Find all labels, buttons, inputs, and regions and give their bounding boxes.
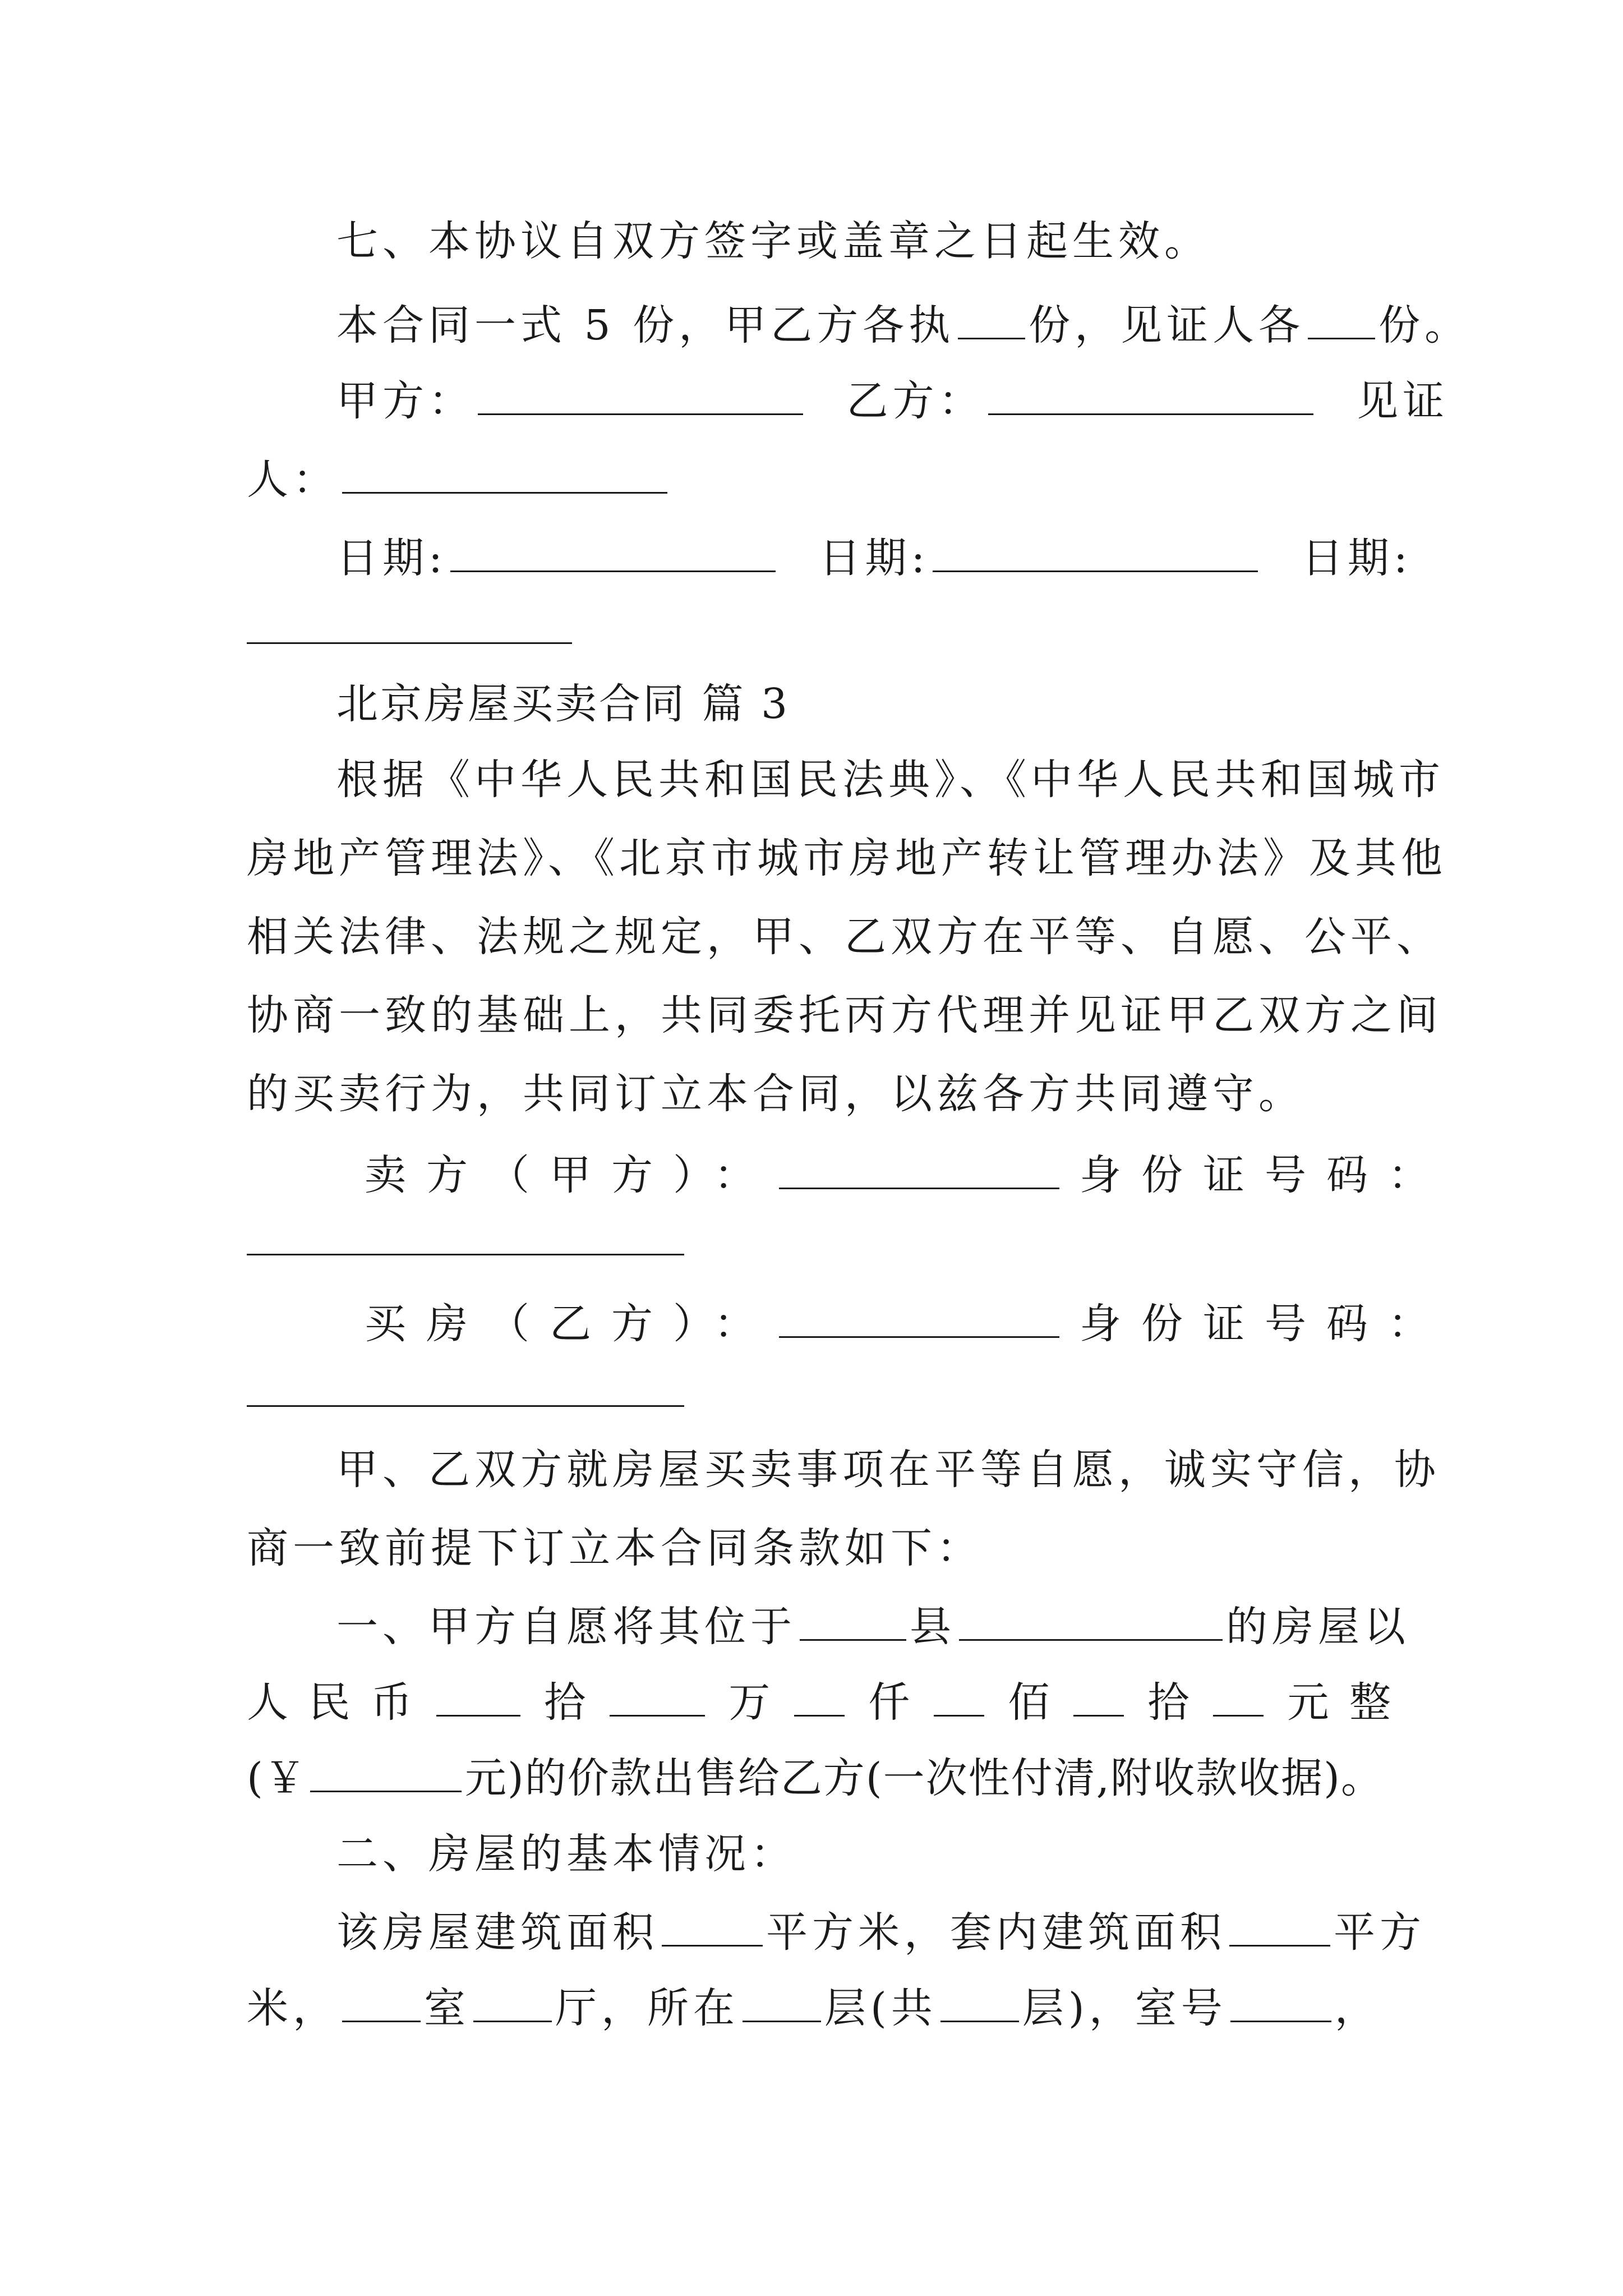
clause-2-heading: 二、房屋的基本情况： [336,1830,796,1878]
witness-label-part1: 见证 [1357,377,1449,425]
clause-2-text-i: ， [1334,1984,1381,2032]
copies-blank-a [958,298,1025,339]
clause-2-line-1 [336,1904,1426,1961]
seller-id-label: 身份证号码： [1080,1151,1450,1199]
clause-2-blank-rooms [342,1981,421,2022]
amount-char-1: 人 [247,1678,288,1727]
clause-7: 七、本协议自双方签字或盖章之日起生效。 [336,217,1210,265]
copies-text-2: 份，见证人各 [1029,301,1305,349]
amount-blank-3 [794,1676,845,1717]
amount-blank-1 [436,1676,520,1717]
amount-char-10: 整 [1349,1678,1391,1727]
date-label-c: 日期: [1301,534,1412,582]
amount-char-6: 仟 [868,1678,910,1727]
copies-text-3: 份。 [1378,301,1471,349]
intro-line-5: 的买卖行为，共同订立本合同，以兹各方共同遵守。 [247,1070,1304,1118]
party-b-sign-field [988,374,1313,415]
clause-1-text-e: 元)的价款出售给乙方(一次性付清,附收款收据)。 [464,1754,1384,1802]
intro-line-4: 协商一致的基础上，共同委托丙方代理并见证甲乙双方之间 [247,991,1442,1039]
intro-line-1: 根据《中华人民共和国民法典》、《中华人民共和国城市 [336,756,1445,804]
clause-2-blank-halls [473,1981,552,2022]
terms-intro-line-2: 商一致前提下订立本合同条款如下： [247,1524,983,1572]
amount-blank-6 [1213,1676,1264,1717]
copies-blank-b [1308,298,1375,339]
clause-2-text-a: 该房屋建筑面积 [336,1908,658,1957]
clause-2-blank-inner-area [1229,1906,1330,1947]
clause-2-text-d: 米， [247,1984,339,2032]
party-b-label: 乙方： [846,377,985,425]
buyer-line [365,1296,1450,1352]
buyer-id-field [247,1405,684,1407]
amount-blank-5 [1073,1676,1124,1717]
buyer-name-field [779,1297,1059,1338]
party-a-label: 甲方： [336,377,474,425]
clause-1-text-b: 县 [910,1603,956,1651]
date-field-a [450,531,776,572]
clause-1-blank-amount [310,1751,462,1792]
amount-blank-2 [610,1676,705,1717]
terms-intro-line-1: 甲、乙双方就房屋买卖事项在平等自愿，诚实守信，协 [336,1446,1440,1494]
seller-label: 卖方（甲方）： [365,1151,776,1199]
amount-blank-4 [934,1676,984,1717]
clause-1-blank-address [959,1600,1223,1641]
buyer-label: 买房（乙方）： [365,1300,776,1348]
clause-1-line-2 [247,1674,1391,1731]
clause-1-blank-district [800,1600,906,1641]
clause-2-blank-total-floors [940,1981,1019,2022]
clause-2-blank-area [662,1906,763,1947]
seller-name-field [779,1148,1059,1189]
date-label-b: 日期: [819,534,930,582]
date-field-b [933,531,1258,572]
date-line [336,530,1412,586]
buyer-id-label: 身份证号码： [1080,1300,1450,1348]
clause-2-text-b: 平方米，套内建筑面积 [766,1908,1226,1957]
amount-char-9: 元 [1287,1678,1329,1727]
clause-2-text-h: 层)，室号 [1022,1984,1227,2032]
copies-line [336,297,1470,353]
clause-2-blank-floor [743,1981,821,2022]
clause-2-blank-room-no [1230,1981,1331,2022]
amount-char-8: 拾 [1147,1678,1189,1727]
clause-1-text-c: 的房屋以 [1226,1603,1410,1651]
amount-char-7: 佰 [1008,1678,1050,1727]
clause-2-line-2 [247,1980,1381,2036]
date-label-a: 日期: [336,534,447,582]
clause-2-text-g: 层(共 [824,1984,937,2032]
copies-text-1: 本合同一式 5 份，甲乙方各执 [336,301,955,349]
intro-line-3: 相关法律、法规之规定，甲、乙双方在平等、自愿、公平、 [247,913,1442,961]
amount-char-3: 币 [371,1678,413,1727]
clause-1-text-a: 一、甲方自愿将其位于 [336,1603,796,1651]
date-field-c [247,642,572,644]
amount-char-5: 万 [728,1678,771,1727]
clause-1-line-1 [336,1599,1410,1655]
party-a-sign-field [478,374,803,415]
witness-line [247,452,671,508]
clause-2-text-c: 平方 [1334,1908,1426,1957]
signature-line [336,373,1449,429]
amount-char-4: 拾 [544,1678,586,1727]
clause-1-line-3 [247,1750,1384,1806]
seller-line [365,1147,1450,1203]
witness-label-part2: 人： [247,455,339,504]
clause-2-text-e: 室 [424,1984,470,2032]
clause-1-text-d: (￥ [247,1754,307,1802]
section-title: 北京房屋买卖合同 篇 3 [336,680,790,728]
amount-char-2: 民 [308,1678,351,1727]
clause-2-text-f: 厅，所在 [555,1984,739,2032]
intro-line-2: 房地产管理法》、《北京市城市房地产转让管理办法》及其他 [247,834,1447,882]
seller-id-field [247,1254,684,1255]
witness-sign-field [342,453,667,494]
